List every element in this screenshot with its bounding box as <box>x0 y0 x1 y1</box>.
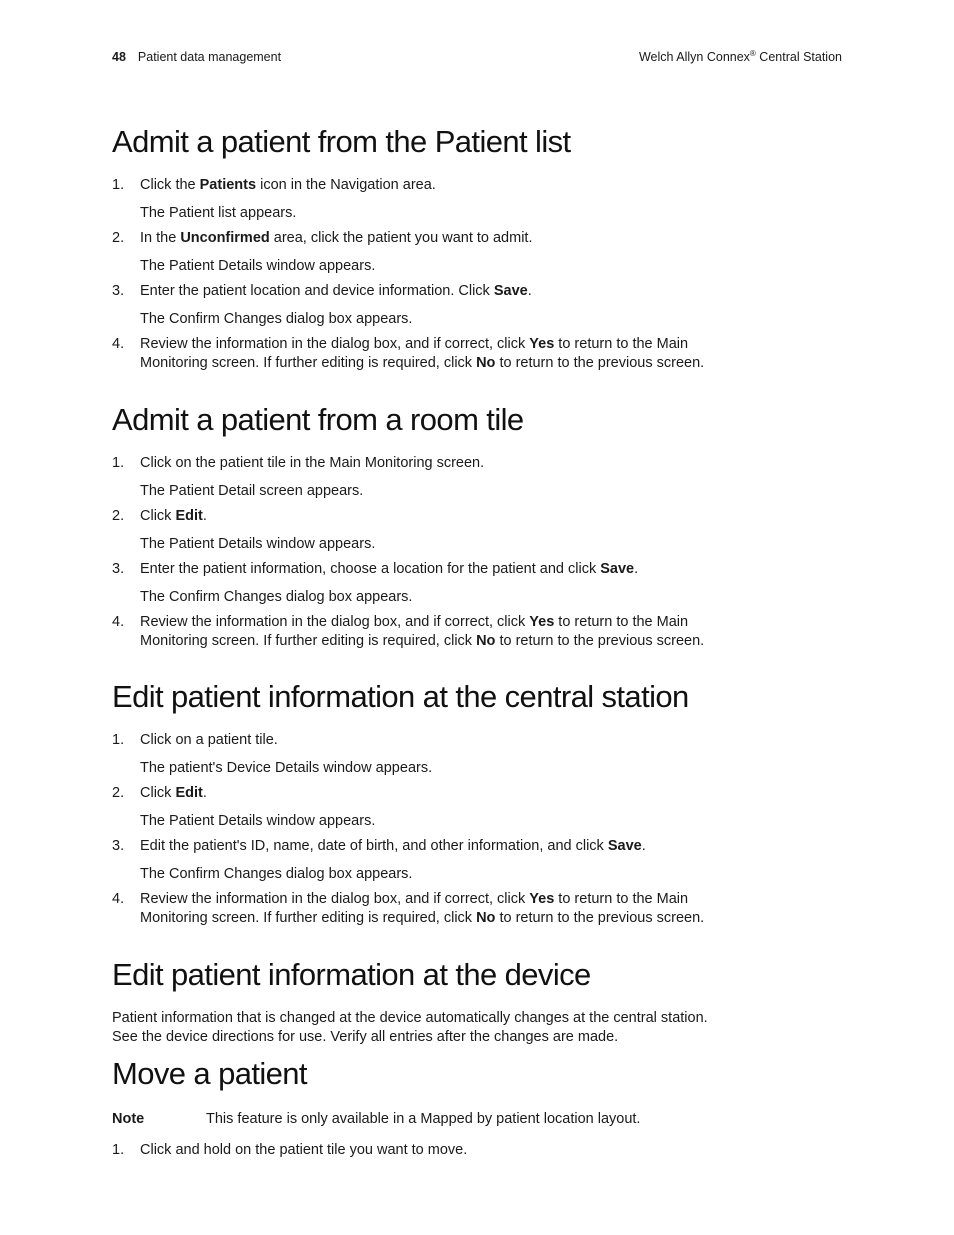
section-admit-from-patient-list <box>0 124 954 373</box>
step-text: Click and hold on the patient tile you want to move. <box>140 1142 468 1158</box>
step-number: 4. <box>112 614 125 630</box>
ui-term-no: No <box>476 910 496 926</box>
step-result: The Confirm Changes dialog box appears. <box>140 589 413 605</box>
step-number: 4. <box>112 336 125 352</box>
step-result: The patient's Device Details window appears. <box>140 760 433 776</box>
running-header <box>112 50 842 70</box>
step-result: The Patient list appears. <box>140 205 297 221</box>
step <box>0 560 954 607</box>
step-result: The Confirm Changes dialog box appears. <box>140 866 413 882</box>
step <box>0 335 954 373</box>
step-text: Review the information in the dialog box, and if correct, click Yes to return to the Main Monitoring screen. If further editing is required, click No to return to the previous screen. <box>140 614 705 649</box>
step-result: The Patient Details window appears. <box>140 813 376 829</box>
section-heading: Move a patient <box>112 1056 307 1091</box>
product-name: Welch Allyn Connex <box>638 50 750 64</box>
step <box>0 837 954 884</box>
step-result: The Patient Detail screen appears. <box>140 483 364 499</box>
ui-term-save: Save <box>607 838 642 854</box>
step <box>0 784 954 831</box>
product-suffix: Central Station <box>755 50 842 64</box>
note-label: Note <box>112 1111 145 1127</box>
step-text: Click on a patient tile. <box>140 732 278 748</box>
header-section-title: Patient data management <box>137 50 282 64</box>
step <box>0 229 954 276</box>
section-heading: Edit patient information at the central station <box>112 679 689 714</box>
ui-term-edit: Edit <box>175 785 203 801</box>
step-list <box>0 176 954 373</box>
body-paragraph: Patient information that is changed at the device automatically changes at the central station. See the device directions for use. Verify all entries after the changes are made. <box>112 1010 708 1045</box>
step-text: Click Edit. <box>140 508 207 524</box>
step-number: 2. <box>112 508 125 524</box>
step-number: 1. <box>112 732 125 748</box>
header-product <box>639 50 842 64</box>
step-number: 1. <box>112 1142 125 1158</box>
step-text: Enter the patient information, choose a location for the patient and click Save. <box>140 561 639 577</box>
ui-term-save: Save <box>600 561 635 577</box>
step <box>0 890 954 928</box>
step <box>0 613 954 651</box>
header-left <box>112 50 281 64</box>
step-result: The Patient Details window appears. <box>140 258 376 274</box>
ui-term-yes: Yes <box>529 336 555 352</box>
step-number: 3. <box>112 283 125 299</box>
ui-term-no: No <box>476 633 496 649</box>
step-number: 1. <box>112 177 125 193</box>
step-number: 3. <box>112 561 125 577</box>
step-number: 2. <box>112 230 125 246</box>
section-edit-at-central-station <box>0 679 954 928</box>
step-text: Edit the patient's ID, name, date of birth, and other information, and click Save. <box>140 838 646 854</box>
step-list <box>0 1141 954 1160</box>
ui-term-patients: Patients <box>199 177 257 193</box>
step-text: Enter the patient location and device information. Click Save. <box>140 283 532 299</box>
ui-term-edit: Edit <box>175 508 203 524</box>
step-text: Click on the patient tile in the Main Monitoring screen. <box>140 455 485 471</box>
step-text: In the Unconfirmed area, click the patient you want to admit. <box>140 230 533 246</box>
registered-mark: ® <box>749 49 756 58</box>
note-text: This feature is only available in a Mapped by patient location layout. <box>206 1111 641 1127</box>
ui-term-yes: Yes <box>529 614 555 630</box>
step <box>0 454 954 501</box>
section-admit-from-room-tile <box>0 402 954 651</box>
ui-term-unconfirmed: Unconfirmed <box>180 230 270 246</box>
section-heading: Edit patient information at the device <box>112 957 591 992</box>
step-text: Click Edit. <box>140 785 207 801</box>
step-number: 1. <box>112 455 125 471</box>
section-edit-at-device <box>0 957 954 1046</box>
section-move-patient <box>0 1056 954 1160</box>
step-result: The Patient Details window appears. <box>140 536 376 552</box>
page-number: 48 <box>112 50 126 64</box>
section-heading: Admit a patient from the Patient list <box>112 124 571 159</box>
step-text: Review the information in the dialog box, and if correct, click Yes to return to the Main Monitoring screen. If further editing is required, click No to return to the previous screen. <box>140 336 705 371</box>
ui-term-save: Save <box>493 283 528 299</box>
step-number: 2. <box>112 785 125 801</box>
section-heading: Admit a patient from a room tile <box>112 402 524 437</box>
step <box>0 282 954 329</box>
step-text: Review the information in the dialog box, and if correct, click Yes to return to the Main Monitoring screen. If further editing is required, click No to return to the previous screen. <box>140 891 705 926</box>
step-result: The Confirm Changes dialog box appears. <box>140 311 413 327</box>
step <box>0 731 954 778</box>
step <box>0 507 954 554</box>
step-number: 3. <box>112 838 125 854</box>
step <box>0 176 954 223</box>
step-number: 4. <box>112 891 125 907</box>
step-list <box>0 454 954 651</box>
step-list <box>0 731 954 928</box>
step-text: Click the Patients icon in the Navigation area. <box>140 177 436 193</box>
note <box>112 1110 954 1129</box>
ui-term-yes: Yes <box>529 891 555 907</box>
ui-term-no: No <box>476 355 496 371</box>
step <box>0 1141 954 1160</box>
